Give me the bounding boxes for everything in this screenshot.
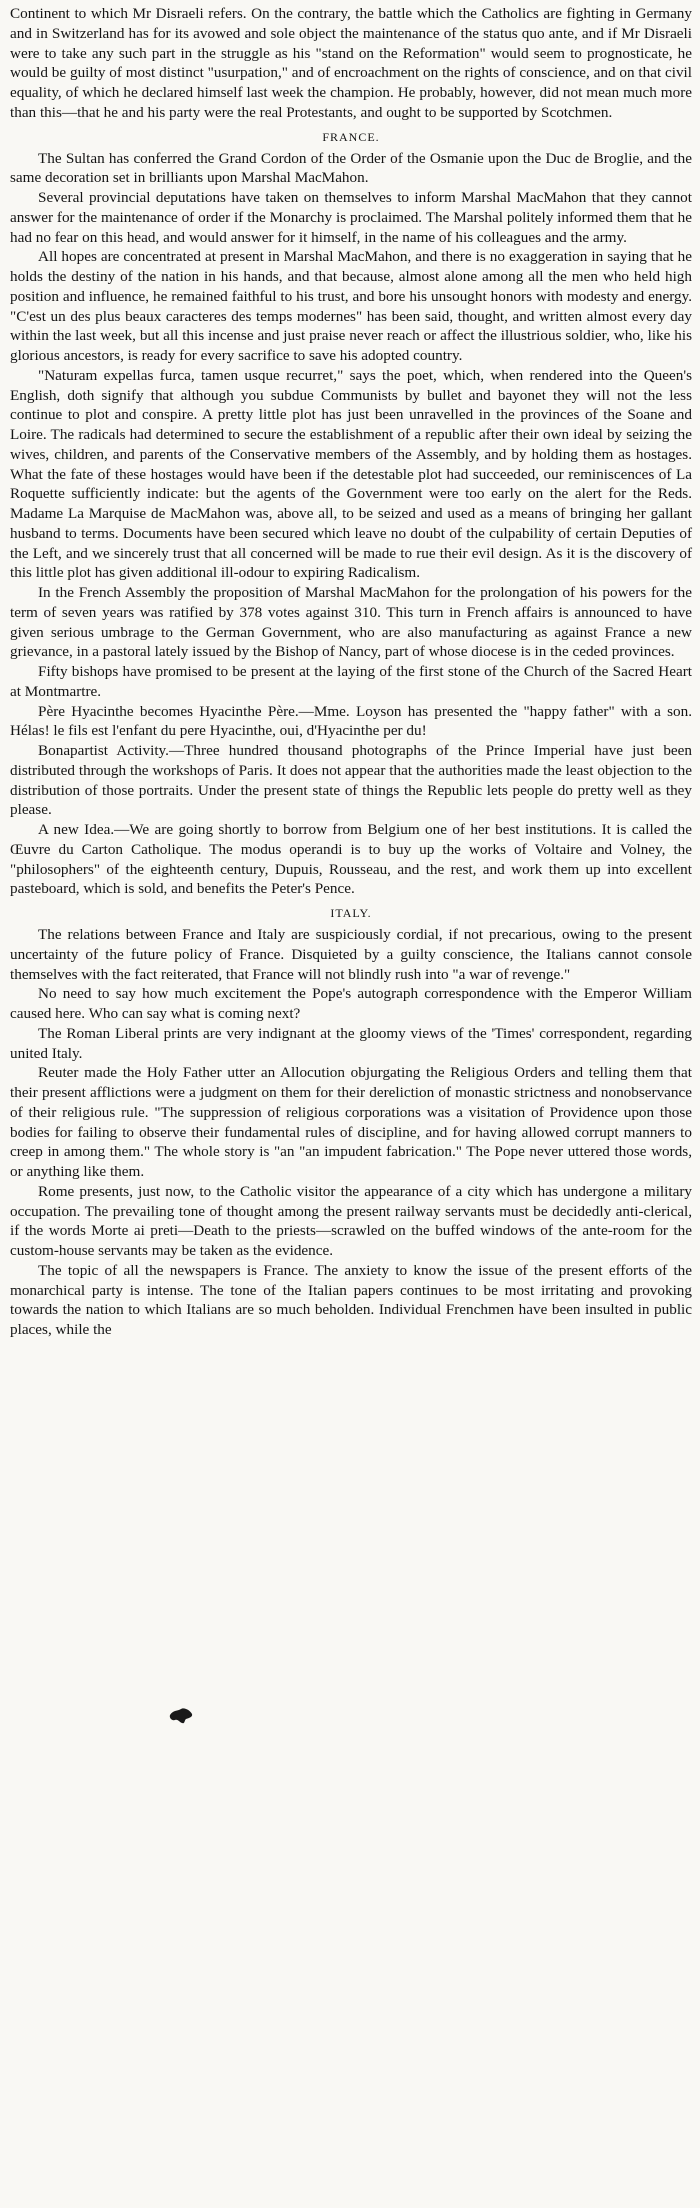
france-paragraph-5: In the French Assembly the proposition of Marshal MacMahon for the prolongation of his powers for the term of seven years was ratified by 378 votes against 310. This turn in French affairs is announced to have given serious umbrage to the German Government, who are also manufacturing as against France a new grievance, in a pastoral lately issued by the Bishop of Nancy, part of whose diocese is in the ceded provinces. — [10, 584, 692, 661]
italy-paragraph-4: Reuter made the Holy Father utter an Allocution objurgating the Religious Orders and telling them that their present afflictions were a judgment on them for their dereliction of monastic strictness and nonobservance of their religious rule. "The suppression of religious corporations was a visitation of Providence upon those bodies for failing to observe their fundamental rules of discipline, and for having allowed corrupt manners to creep in among them." The whole story is "an "an impudent fabrication." The Pope never uttered those words, or anything like them. — [10, 1064, 692, 1180]
france-paragraph-9: A new Idea.—We are going shortly to borrow from Belgium one of her best institutions. It is called the Œuvre du Carton Catholique. The modus operandi is to buy up the works of Voltaire and Volney, the "philosophers" of the eighteenth century, Dupuis, Rousseau, and the rest, and work them up into excellent pasteboard, which is sold, and benefits the Peter's Pence. — [10, 821, 692, 898]
section-heading-france: FRANCE. — [322, 129, 380, 144]
italy-paragraph-5: Rome presents, just now, to the Catholic visitor the appearance of a city which has undergone a military occupation. The prevailing tone of thought among the present railway servants must be decidedly anti-clerical, if the words Morte ai preti—Death to the priests—scrawled on the buffed windows of the ante-room for the custom-house servants may be taken as the evidence. — [10, 1182, 692, 1259]
italy-paragraph-3: The Roman Liberal prints are very indignant at the gloomy views of the 'Times' correspondent, regarding united Italy. — [10, 1024, 692, 1062]
opening-paragraph: Continent to which Mr Disraeli refers. On the contrary, the battle which the Catholics are fighting in Germany and in Switzerland has for its avowed and sole object the maintenance of the status quo ante, and if Mr Disraeli were to take any such part in the struggle as his "stand on the Reformation" would seem to prognosticate, he would be guilty of most distinct "usurpation," and of encroachment on the rights of conscience, and on that civil equality, of which he declared himself last week the champion. He probably, however, did not mean much more than this—that he and his party were the real Protestants, and ought to be supported by Scotchmen. — [10, 5, 692, 121]
france-paragraph-4: "Naturam expellas furca, tamen usque recurret," says the poet, which, when rendered into the Queen's English, doth signify that although you subdue Communists by bullet and bayonet they will not the less continue to plot and conspire. A pretty little plot has just been unravelled in the provinces of the Soane and Loire. The radicals had determined to secure the establishment of a republic after their own ideal by seizing the wives, children, and parents of the Conservative members of the Assembly, and by holding them as hostages. What the fate of these hostages would have been if the detestable plot had succeeded, our reminiscences of La Roquette sufficiently indicate: but the agents of the Government were too early on the alert for the Reds. Madame La Marquise de MacMahon was, above all, to be seized and used as a means of bringing her gallant husband to terms. Documents have been secured which leave no doubt of the culpability of certain Deputies of the Left, and we sincerely trust that all concerned will be made to rue their evil design. As it is the discovery of this little plot has given additional ill-odour to expiring Radicalism. — [10, 366, 692, 582]
italy-paragraph-2: No need to say how much excitement the Pope's autograph correspondence with the Emperor William caused here. Who can say what is coming next? — [10, 985, 692, 1022]
france-paragraph-7: Père Hyacinthe becomes Hyacinthe Père.—Mme. Loyson has presented the "happy father" with a son. Hélas! le fils est l'enfant du pere Hyacinthe, oui, d'Hyacinthe per du! — [10, 702, 692, 740]
france-paragraph-6: Fifty bishops have promised to be present at the laying of the first stone of the Church of the Sacred Heart at Montmartre. — [10, 663, 692, 700]
france-paragraph-8: Bonapartist Activity.—Three hundred thousand photographs of the Prince Imperial have just been distributed through the workshops of Paris. It does not appear that the authorities made the least objection to the distribution of those portraits. Under the present state of things the Republic lets people do pretty well as they please. — [10, 742, 692, 819]
france-paragraph-2: Several provincial deputations have taken on themselves to inform Marshal MacMahon that they cannot answer for the maintenance of order if the Monarchy is proclaimed. The Marshal politely informed them that he had no fear on this head, and would answer for it himself, in the name of his colleagues and the army. — [10, 189, 692, 246]
italy-paragraph-6: The topic of all the newspapers is France. The anxiety to know the issue of the present efforts of the monarchical party is intense. The tone of the Italian papers continues to be most irritating and provoking towards the nation to which Italians are so much beholden. Individual Frenchmen have been insulted in public places, while the — [10, 1261, 692, 1338]
france-paragraph-1: The Sultan has conferred the Grand Cordon of the Order of the Osmanie upon the Duc de Broglie, and the same decoration set in brilliants upon Marshal MacMahon. — [10, 149, 692, 187]
section-heading-italy: ITALY. — [330, 906, 372, 920]
italy-paragraph-1: The relations between France and Italy are suspiciously cordial, if not precarious, owing to the present uncertainty of the future policy of France. Disquieted by a guilty conscience, the Italians cannot console themselves with the fact reiterated, that France will not blindly rush into "a war of revenge." — [10, 926, 692, 983]
france-paragraph-3: All hopes are concentrated at present in Marshal MacMahon, and there is no exaggeration in saying that he holds the destiny of the nation in his hands, and that because, almost alone among all the men who held high position and influence, he remained faithful to his trust, and bore his unsought honors with modesty and energy. "C'est un des plus beaux caracteres des temps modernes" has been said, thought, and written almost every day within the last week, but all this incense and just praise never reach or affect the illustrious soldier, who, like his glorious ancestors, is ready for every sacrifice to save his adopted country. — [10, 248, 692, 364]
ink-blot-mark — [168, 1706, 194, 1726]
